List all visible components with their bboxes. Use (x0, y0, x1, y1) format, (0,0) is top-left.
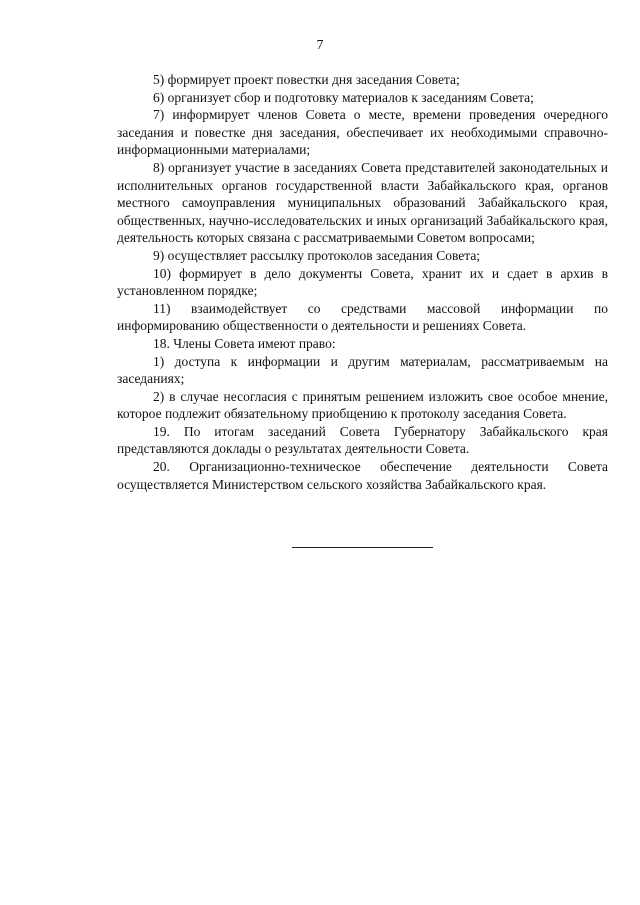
right-item-2: 2) в случае несогласия с принятым решением изложить свое особое мнение, которое подлежит обязательному приобщению к протоколу заседания Совета. (117, 388, 608, 422)
paragraph-item-7: 7) информирует членов Совета о месте, времени проведения очередного заседания и повестке дня заседания, обеспечивает их необходимыми справочно-информационными материалами; (117, 107, 608, 158)
right-item-1: 1) доступа к информации и другим материалам, рассматриваемым на заседаниях; (117, 353, 608, 387)
section-20: 20. Организационно-техническое обеспечение деятельности Совета осуществляется Министерством сельского хозяйства Забайкальского края. (117, 459, 608, 492)
document-body (117, 71, 608, 493)
end-divider-line (292, 547, 433, 548)
paragraph-item-8: 8) организует участие в заседаниях Совета представителей законодательных и исполнительных органов государственной власти Забайкальского края, органов местного самоуправления муниципальных образований Забайкальского края, общественных, научно-исследовательских и иных организаций Забайкальского края, деятельность которых связана с рассматриваемыми Советом вопросами; (117, 159, 608, 246)
paragraph-item-10: 10) формирует в дело документы Совета, хранит их и сдает в архив в установленном порядке; (117, 265, 608, 299)
section-19: 19. По итогам заседаний Совета Губернатору Забайкальского края представляются доклады о результатах деятельности Совета. (117, 423, 608, 457)
paragraph-item-5: 5) формирует проект повестки дня заседания Совета; (153, 72, 460, 87)
paragraph-item-11: 11) взаимодействует со средствами массовой информации по информированию общественности о деятельности и решениях Совета. (117, 300, 608, 334)
section-18-heading: 18. Члены Совета имеют право: (153, 335, 336, 351)
paragraph-item-9: 9) осуществляет рассылку протоколов заседания Совета; (153, 247, 481, 263)
paragraph-item-6: 6) организует сбор и подготовку материалов к заседаниям Совета; (153, 89, 534, 105)
page-number: 7 (316, 38, 324, 53)
